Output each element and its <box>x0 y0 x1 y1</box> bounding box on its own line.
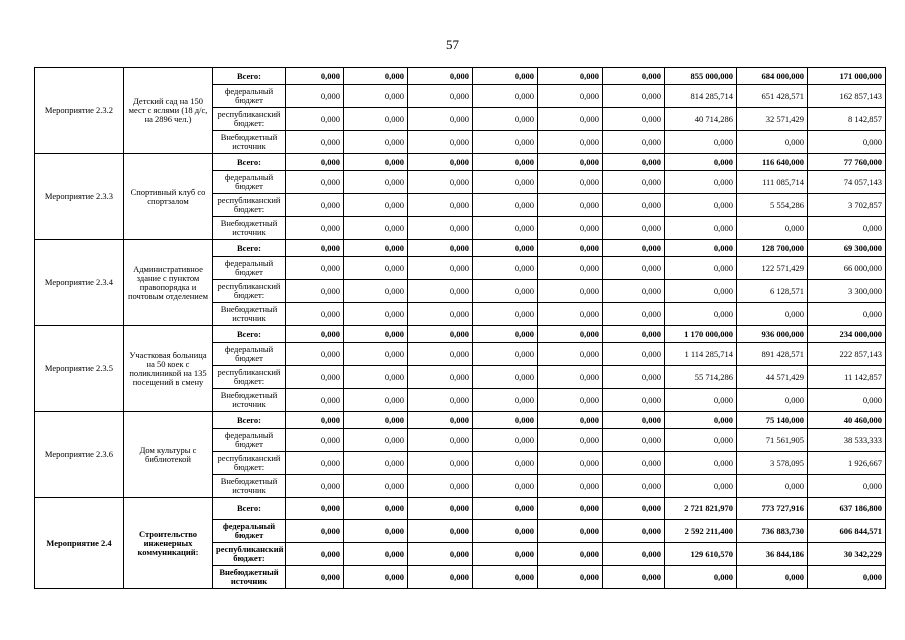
amount-cell: 162 857,143 <box>808 85 886 108</box>
measure-name: Мероприятие 2.3.3 <box>35 154 124 240</box>
amount-cell: 0,000 <box>473 171 538 194</box>
amount-cell: 0,000 <box>538 217 603 240</box>
funding-source: Внебюджетный источник <box>213 389 286 412</box>
amount-cell: 0,000 <box>473 343 538 366</box>
amount-cell: 0,000 <box>473 217 538 240</box>
amount-cell: 0,000 <box>286 520 344 543</box>
measure-group <box>35 498 886 589</box>
amount-cell: 0,000 <box>665 194 737 217</box>
amount-cell: 128 700,000 <box>737 240 808 257</box>
amount-cell: 0,000 <box>473 85 538 108</box>
amount-cell: 0,000 <box>538 498 603 520</box>
amount-cell: 0,000 <box>737 475 808 498</box>
amount-cell: 0,000 <box>286 566 344 589</box>
amount-cell: 0,000 <box>286 257 344 280</box>
amount-cell: 40 714,286 <box>665 108 737 131</box>
amount-cell: 0,000 <box>344 217 408 240</box>
amount-cell: 0,000 <box>665 303 737 326</box>
funding-source: республиканский бюджет: <box>213 452 286 475</box>
amount-cell: 0,000 <box>408 543 473 566</box>
funding-source: федеральный бюджет <box>213 257 286 280</box>
total-row <box>35 154 886 171</box>
amount-cell: 0,000 <box>603 520 665 543</box>
amount-cell: 0,000 <box>286 366 344 389</box>
amount-cell: 0,000 <box>408 131 473 154</box>
total-row <box>35 326 886 343</box>
amount-cell: 0,000 <box>603 366 665 389</box>
funding-source: Всего: <box>213 68 286 85</box>
amount-cell: 0,000 <box>286 194 344 217</box>
amount-cell: 0,000 <box>286 217 344 240</box>
amount-cell: 0,000 <box>344 280 408 303</box>
amount-cell: 0,000 <box>603 343 665 366</box>
amount-cell: 0,000 <box>538 68 603 85</box>
amount-cell: 0,000 <box>538 520 603 543</box>
amount-cell: 0,000 <box>665 429 737 452</box>
amount-cell: 0,000 <box>408 217 473 240</box>
amount-cell: 0,000 <box>737 566 808 589</box>
amount-cell: 855 000,000 <box>665 68 737 85</box>
amount-cell: 30 342,229 <box>808 543 886 566</box>
amount-cell: 0,000 <box>808 303 886 326</box>
amount-cell: 0,000 <box>603 452 665 475</box>
amount-cell: 0,000 <box>538 343 603 366</box>
amount-cell: 736 883,730 <box>737 520 808 543</box>
amount-cell: 0,000 <box>538 85 603 108</box>
amount-cell: 0,000 <box>286 498 344 520</box>
funding-source: Внебюджетный источник <box>213 303 286 326</box>
funding-source: Внебюджетный источник <box>213 131 286 154</box>
amount-cell: 0,000 <box>286 326 344 343</box>
amount-cell: 0,000 <box>473 280 538 303</box>
amount-cell: 0,000 <box>538 194 603 217</box>
amount-cell: 3 578,095 <box>737 452 808 475</box>
amount-cell: 0,000 <box>538 412 603 429</box>
amount-cell: 637 186,800 <box>808 498 886 520</box>
amount-cell: 0,000 <box>344 85 408 108</box>
amount-cell: 3 702,857 <box>808 194 886 217</box>
amount-cell: 0,000 <box>344 520 408 543</box>
amount-cell: 0,000 <box>408 280 473 303</box>
funding-source: федеральный бюджет <box>213 520 286 543</box>
amount-cell: 1 170 000,000 <box>665 326 737 343</box>
amount-cell: 0,000 <box>473 326 538 343</box>
amount-cell: 0,000 <box>603 68 665 85</box>
amount-cell: 0,000 <box>603 429 665 452</box>
amount-cell: 0,000 <box>473 303 538 326</box>
amount-cell: 0,000 <box>473 154 538 171</box>
amount-cell: 36 844,186 <box>737 543 808 566</box>
amount-cell: 0,000 <box>408 240 473 257</box>
amount-cell: 0,000 <box>603 475 665 498</box>
amount-cell: 69 300,000 <box>808 240 886 257</box>
page-number: 57 <box>446 37 459 52</box>
funding-source: республиканский бюджет: <box>213 543 286 566</box>
amount-cell: 0,000 <box>344 475 408 498</box>
amount-cell: 0,000 <box>344 108 408 131</box>
total-row <box>35 240 886 257</box>
amount-cell: 0,000 <box>408 429 473 452</box>
funding-source: федеральный бюджет <box>213 171 286 194</box>
funding-source: Всего: <box>213 498 286 520</box>
amount-cell: 0,000 <box>473 240 538 257</box>
amount-cell: 0,000 <box>665 131 737 154</box>
object-description: Дом культуры с библиотекой <box>124 412 213 498</box>
amount-cell: 75 140,000 <box>737 412 808 429</box>
amount-cell: 606 844,571 <box>808 520 886 543</box>
amount-cell: 66 000,000 <box>808 257 886 280</box>
funding-source: Всего: <box>213 412 286 429</box>
amount-cell: 77 760,000 <box>808 154 886 171</box>
amount-cell: 0,000 <box>286 240 344 257</box>
amount-cell: 0,000 <box>408 389 473 412</box>
amount-cell: 0,000 <box>538 475 603 498</box>
funding-source: Всего: <box>213 240 286 257</box>
object-description: Спортивный клуб со спортзалом <box>124 154 213 240</box>
amount-cell: 0,000 <box>408 475 473 498</box>
amount-cell: 8 142,857 <box>808 108 886 131</box>
amount-cell: 0,000 <box>538 257 603 280</box>
amount-cell: 74 057,143 <box>808 171 886 194</box>
amount-cell: 0,000 <box>473 498 538 520</box>
amount-cell: 0,000 <box>538 280 603 303</box>
amount-cell: 32 571,429 <box>737 108 808 131</box>
amount-cell: 0,000 <box>344 389 408 412</box>
amount-cell: 0,000 <box>603 280 665 303</box>
amount-cell: 0,000 <box>286 543 344 566</box>
funding-source: федеральный бюджет <box>213 343 286 366</box>
amount-cell: 0,000 <box>408 154 473 171</box>
amount-cell: 0,000 <box>538 366 603 389</box>
amount-cell: 0,000 <box>603 217 665 240</box>
amount-cell: 891 428,571 <box>737 343 808 366</box>
amount-cell: 0,000 <box>344 452 408 475</box>
object-description: Участковая больница на 50 коек с поликлиникой на 135 посещений в смену <box>124 326 213 412</box>
amount-cell: 0,000 <box>473 543 538 566</box>
amount-cell: 122 571,429 <box>737 257 808 280</box>
amount-cell: 0,000 <box>286 452 344 475</box>
amount-cell: 0,000 <box>408 171 473 194</box>
measure-group <box>35 68 886 154</box>
amount-cell: 171 000,000 <box>808 68 886 85</box>
amount-cell: 0,000 <box>808 566 886 589</box>
amount-cell: 11 142,857 <box>808 366 886 389</box>
funding-source: Внебюджетный источник <box>213 566 286 589</box>
funding-source: республиканский бюджет: <box>213 280 286 303</box>
amount-cell: 2 721 821,970 <box>665 498 737 520</box>
amount-cell: 0,000 <box>603 154 665 171</box>
amount-cell: 0,000 <box>286 429 344 452</box>
amount-cell: 0,000 <box>344 257 408 280</box>
amount-cell: 0,000 <box>344 343 408 366</box>
amount-cell: 71 561,905 <box>737 429 808 452</box>
amount-cell: 111 085,714 <box>737 171 808 194</box>
amount-cell: 0,000 <box>737 303 808 326</box>
amount-cell: 0,000 <box>344 68 408 85</box>
amount-cell: 0,000 <box>665 171 737 194</box>
amount-cell: 0,000 <box>603 543 665 566</box>
amount-cell: 0,000 <box>408 68 473 85</box>
amount-cell: 773 727,916 <box>737 498 808 520</box>
amount-cell: 0,000 <box>286 85 344 108</box>
amount-cell: 0,000 <box>408 520 473 543</box>
measure-group <box>35 240 886 326</box>
amount-cell: 0,000 <box>286 171 344 194</box>
funding-source: Всего: <box>213 326 286 343</box>
amount-cell: 0,000 <box>665 154 737 171</box>
amount-cell: 1 114 285,714 <box>665 343 737 366</box>
amount-cell: 0,000 <box>473 257 538 280</box>
amount-cell: 0,000 <box>603 389 665 412</box>
amount-cell: 0,000 <box>408 366 473 389</box>
amount-cell: 0,000 <box>603 412 665 429</box>
total-row <box>35 412 886 429</box>
amount-cell: 0,000 <box>344 194 408 217</box>
amount-cell: 0,000 <box>408 412 473 429</box>
amount-cell: 0,000 <box>344 498 408 520</box>
measure-group <box>35 412 886 498</box>
amount-cell: 684 000,000 <box>737 68 808 85</box>
amount-cell: 0,000 <box>473 194 538 217</box>
amount-cell: 40 460,000 <box>808 412 886 429</box>
amount-cell: 0,000 <box>603 131 665 154</box>
measure-name: Мероприятие 2.3.2 <box>35 68 124 154</box>
amount-cell: 0,000 <box>344 131 408 154</box>
amount-cell: 0,000 <box>603 566 665 589</box>
amount-cell: 0,000 <box>603 194 665 217</box>
amount-cell: 0,000 <box>286 68 344 85</box>
measure-name: Мероприятие 2.3.4 <box>35 240 124 326</box>
amount-cell: 0,000 <box>408 194 473 217</box>
amount-cell: 38 533,333 <box>808 429 886 452</box>
amount-cell: 0,000 <box>808 131 886 154</box>
amount-cell: 0,000 <box>603 108 665 131</box>
amount-cell: 0,000 <box>538 154 603 171</box>
amount-cell: 0,000 <box>473 389 538 412</box>
funding-source: Внебюджетный источник <box>213 475 286 498</box>
amount-cell: 222 857,143 <box>808 343 886 366</box>
amount-cell: 0,000 <box>808 389 886 412</box>
amount-cell: 0,000 <box>603 303 665 326</box>
amount-cell: 2 592 211,400 <box>665 520 737 543</box>
amount-cell: 0,000 <box>538 240 603 257</box>
amount-cell: 0,000 <box>603 326 665 343</box>
amount-cell: 0,000 <box>408 343 473 366</box>
amount-cell: 3 300,000 <box>808 280 886 303</box>
amount-cell: 0,000 <box>538 543 603 566</box>
object-description: Административное здание с пунктом правопорядка и почтовым отделением <box>124 240 213 326</box>
amount-cell: 0,000 <box>408 257 473 280</box>
object-description: Строительство инженерных коммуникаций: <box>124 498 213 589</box>
amount-cell: 0,000 <box>603 240 665 257</box>
total-row <box>35 498 886 520</box>
amount-cell: 0,000 <box>538 326 603 343</box>
amount-cell: 0,000 <box>344 240 408 257</box>
amount-cell: 0,000 <box>286 303 344 326</box>
amount-cell: 0,000 <box>286 154 344 171</box>
amount-cell: 0,000 <box>286 131 344 154</box>
funding-source: федеральный бюджет <box>213 85 286 108</box>
amount-cell: 814 285,714 <box>665 85 737 108</box>
amount-cell: 0,000 <box>665 257 737 280</box>
amount-cell: 0,000 <box>603 498 665 520</box>
amount-cell: 0,000 <box>538 131 603 154</box>
amount-cell: 0,000 <box>286 343 344 366</box>
amount-cell: 0,000 <box>408 303 473 326</box>
amount-cell: 0,000 <box>473 108 538 131</box>
amount-cell: 0,000 <box>538 389 603 412</box>
amount-cell: 0,000 <box>344 326 408 343</box>
amount-cell: 0,000 <box>286 475 344 498</box>
amount-cell: 0,000 <box>473 475 538 498</box>
measure-group <box>35 326 886 412</box>
amount-cell: 651 428,571 <box>737 85 808 108</box>
amount-cell: 0,000 <box>344 412 408 429</box>
amount-cell: 0,000 <box>473 429 538 452</box>
amount-cell: 44 571,429 <box>737 366 808 389</box>
amount-cell: 0,000 <box>538 303 603 326</box>
amount-cell: 0,000 <box>344 543 408 566</box>
amount-cell: 0,000 <box>473 566 538 589</box>
amount-cell: 0,000 <box>408 326 473 343</box>
amount-cell: 0,000 <box>344 566 408 589</box>
funding-source: республиканский бюджет: <box>213 108 286 131</box>
funding-source: Внебюджетный источник <box>213 217 286 240</box>
measure-name: Мероприятие 2.3.5 <box>35 326 124 412</box>
amount-cell: 0,000 <box>737 131 808 154</box>
budget-table <box>34 67 886 589</box>
measure-name: Мероприятие 2.3.6 <box>35 412 124 498</box>
amount-cell: 0,000 <box>538 452 603 475</box>
amount-cell: 0,000 <box>538 566 603 589</box>
amount-cell: 0,000 <box>665 566 737 589</box>
amount-cell: 0,000 <box>737 217 808 240</box>
amount-cell: 55 714,286 <box>665 366 737 389</box>
amount-cell: 5 554,286 <box>737 194 808 217</box>
amount-cell: 0,000 <box>665 475 737 498</box>
amount-cell: 0,000 <box>344 429 408 452</box>
amount-cell: 0,000 <box>538 171 603 194</box>
measure-name: Мероприятие 2.4 <box>35 498 124 589</box>
amount-cell: 0,000 <box>473 452 538 475</box>
amount-cell: 0,000 <box>473 520 538 543</box>
amount-cell: 0,000 <box>665 217 737 240</box>
amount-cell: 0,000 <box>808 475 886 498</box>
amount-cell: 0,000 <box>408 452 473 475</box>
amount-cell: 0,000 <box>665 240 737 257</box>
amount-cell: 0,000 <box>286 412 344 429</box>
amount-cell: 0,000 <box>408 566 473 589</box>
funding-source: Всего: <box>213 154 286 171</box>
amount-cell: 1 926,667 <box>808 452 886 475</box>
funding-source: республиканский бюджет: <box>213 194 286 217</box>
amount-cell: 0,000 <box>473 131 538 154</box>
object-description: Детский сад на 150 мест с яслями (18 д/с, на 2896 чел.) <box>124 68 213 154</box>
amount-cell: 0,000 <box>538 108 603 131</box>
amount-cell: 0,000 <box>665 452 737 475</box>
amount-cell: 0,000 <box>408 108 473 131</box>
amount-cell: 6 128,571 <box>737 280 808 303</box>
amount-cell: 0,000 <box>665 412 737 429</box>
amount-cell: 0,000 <box>408 85 473 108</box>
amount-cell: 0,000 <box>344 154 408 171</box>
amount-cell: 129 610,570 <box>665 543 737 566</box>
amount-cell: 0,000 <box>344 171 408 194</box>
amount-cell: 0,000 <box>344 366 408 389</box>
amount-cell: 0,000 <box>286 280 344 303</box>
amount-cell: 936 000,000 <box>737 326 808 343</box>
funding-source: республиканский бюджет: <box>213 366 286 389</box>
amount-cell: 0,000 <box>808 217 886 240</box>
total-row <box>35 68 886 85</box>
amount-cell: 0,000 <box>603 85 665 108</box>
amount-cell: 0,000 <box>286 389 344 412</box>
amount-cell: 0,000 <box>603 257 665 280</box>
amount-cell: 0,000 <box>538 429 603 452</box>
amount-cell: 0,000 <box>665 389 737 412</box>
funding-source: федеральный бюджет <box>213 429 286 452</box>
amount-cell: 116 640,000 <box>737 154 808 171</box>
amount-cell: 0,000 <box>473 412 538 429</box>
amount-cell: 0,000 <box>665 280 737 303</box>
amount-cell: 0,000 <box>473 366 538 389</box>
amount-cell: 0,000 <box>473 68 538 85</box>
amount-cell: 0,000 <box>286 108 344 131</box>
amount-cell: 234 000,000 <box>808 326 886 343</box>
amount-cell: 0,000 <box>603 171 665 194</box>
measure-group <box>35 154 886 240</box>
amount-cell: 0,000 <box>344 303 408 326</box>
amount-cell: 0,000 <box>737 389 808 412</box>
amount-cell: 0,000 <box>408 498 473 520</box>
